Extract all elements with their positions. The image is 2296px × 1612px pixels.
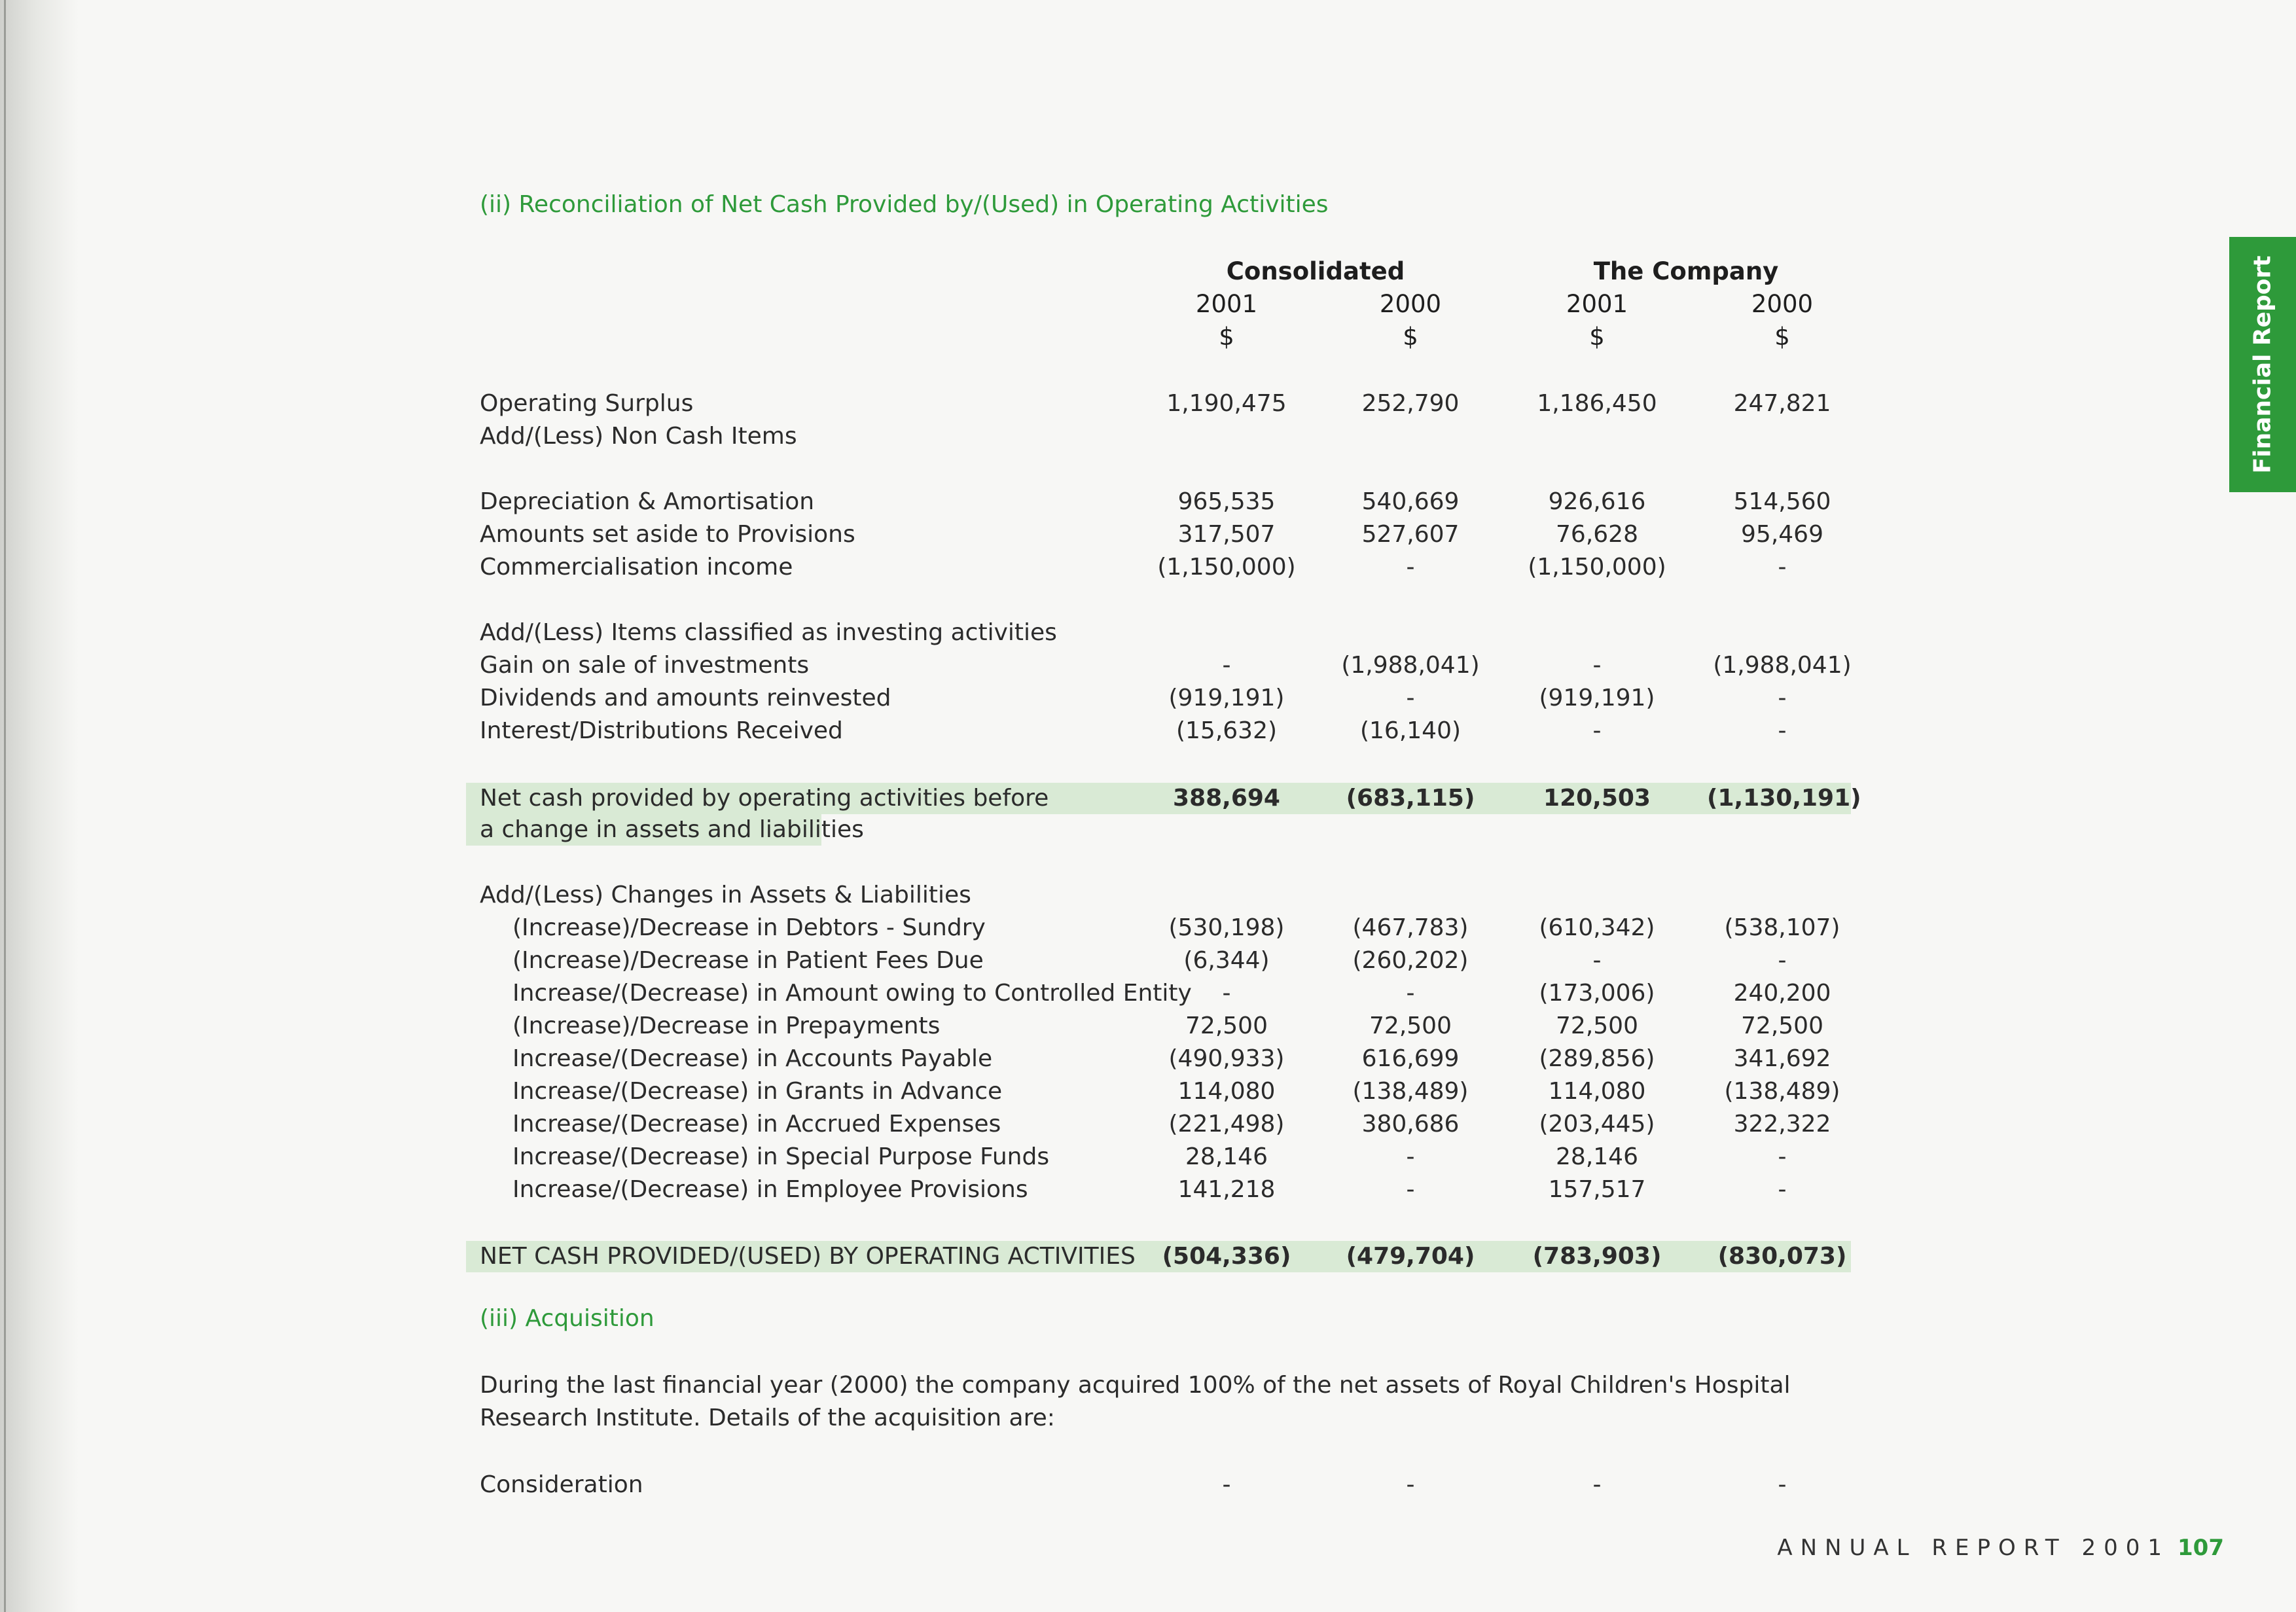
table-row-commercialisation bbox=[466, 551, 1851, 584]
value-company-2000: 514,560 bbox=[1733, 488, 1831, 515]
row-label: Amounts set aside to Provisions bbox=[480, 521, 855, 548]
value-consolidated-2000: (479,704) bbox=[1346, 1243, 1475, 1270]
value-consolidated-2001: (221,498) bbox=[1168, 1111, 1285, 1137]
value-company-2001: 157,517 bbox=[1548, 1176, 1646, 1203]
value-consolidated-2001: 317,507 bbox=[1177, 521, 1276, 548]
value-company-2001: 114,080 bbox=[1548, 1078, 1646, 1105]
header-year-c2: 2000 bbox=[1379, 290, 1442, 318]
value-consolidated-2000: (683,115) bbox=[1346, 785, 1475, 812]
value-company-2000: (830,073) bbox=[1717, 1243, 1847, 1270]
section-iii-title: (iii) Acquisition bbox=[480, 1305, 655, 1332]
value-consolidated-2001: 388,694 bbox=[1173, 785, 1280, 812]
value-consolidated-2001: 1,190,475 bbox=[1166, 390, 1287, 417]
table-row-special-purpose-funds bbox=[466, 1141, 1851, 1173]
value-consolidated-2000: - bbox=[1406, 1471, 1415, 1498]
financial-report-tab bbox=[2229, 237, 2296, 492]
row-label: Increase/(Decrease) in Accounts Payable bbox=[512, 1045, 993, 1072]
value-consolidated-2000: - bbox=[1406, 1176, 1415, 1203]
value-company-2000: (538,107) bbox=[1724, 914, 1840, 941]
page-footer bbox=[1777, 1535, 2224, 1561]
header-currency-c4: $ bbox=[1774, 323, 1790, 351]
table-row-dividends bbox=[466, 682, 1851, 715]
value-company-2001: - bbox=[1592, 947, 1602, 974]
value-company-2000: - bbox=[1778, 717, 1787, 744]
value-consolidated-2000: 252,790 bbox=[1361, 390, 1460, 417]
row-label: Interest/Distributions Received bbox=[480, 717, 843, 744]
value-consolidated-2000: - bbox=[1406, 1143, 1415, 1170]
row-label: (Increase)/Decrease in Prepayments bbox=[512, 1012, 941, 1039]
value-company-2001: (610,342) bbox=[1539, 914, 1655, 941]
table-row-accounts-payable bbox=[466, 1043, 1851, 1075]
row-label: Increase/(Decrease) in Employee Provisions bbox=[512, 1176, 1028, 1203]
value-company-2001: 120,503 bbox=[1543, 785, 1651, 812]
value-consolidated-2000: 380,686 bbox=[1361, 1111, 1460, 1137]
value-consolidated-2001: 114,080 bbox=[1177, 1078, 1276, 1105]
row-label: Increase/(Decrease) in Accrued Expenses bbox=[512, 1111, 1001, 1137]
row-label: (Increase)/Decrease in Debtors - Sundry bbox=[512, 914, 986, 941]
value-company-2000: (1,130,191) bbox=[1707, 785, 1861, 812]
row-label: Increase/(Decrease) in Amount owing to Controlled Entity bbox=[512, 980, 1192, 1007]
value-consolidated-2001: - bbox=[1222, 980, 1231, 1007]
table-row-consideration bbox=[466, 1469, 1851, 1501]
value-company-2000: 247,821 bbox=[1733, 390, 1831, 417]
row-label: Dividends and amounts reinvested bbox=[480, 685, 891, 711]
value-consolidated-2000: - bbox=[1406, 685, 1415, 711]
header-year-c4: 2000 bbox=[1751, 290, 1814, 318]
row-label: Consideration bbox=[480, 1471, 643, 1498]
table-row-changes-heading bbox=[466, 879, 1851, 912]
value-company-2001: 926,616 bbox=[1548, 488, 1646, 515]
value-consolidated-2001: 965,535 bbox=[1177, 488, 1276, 515]
header-currency-c2: $ bbox=[1403, 323, 1418, 351]
header-currency-c1: $ bbox=[1219, 323, 1234, 351]
table-row-employee-provisions bbox=[466, 1173, 1851, 1206]
value-consolidated-2001: (490,933) bbox=[1168, 1045, 1285, 1072]
table-row-controlled-entity bbox=[466, 977, 1851, 1010]
table-row-operating-surplus bbox=[466, 387, 1851, 420]
value-consolidated-2000: (138,489) bbox=[1352, 1078, 1469, 1105]
value-consolidated-2000: 540,669 bbox=[1361, 488, 1460, 515]
value-consolidated-2001: 28,146 bbox=[1185, 1143, 1268, 1170]
page-gutter-shadow bbox=[0, 0, 79, 1612]
value-consolidated-2000: - bbox=[1406, 554, 1415, 581]
table-row-net-before-changes bbox=[466, 782, 1861, 815]
value-company-2000: - bbox=[1778, 947, 1787, 974]
value-company-2000: (1,988,041) bbox=[1713, 652, 1852, 679]
row-label: Increase/(Decrease) in Special Purpose Funds bbox=[512, 1143, 1050, 1170]
footer-label: ANNUAL REPORT 2001 bbox=[1777, 1535, 2170, 1561]
value-consolidated-2001: 141,218 bbox=[1177, 1176, 1276, 1203]
value-consolidated-2001: - bbox=[1222, 1471, 1231, 1498]
table-row-gain-on-sale bbox=[466, 649, 1851, 682]
row-label: (Increase)/Decrease in Patient Fees Due bbox=[512, 947, 984, 974]
value-company-2000: - bbox=[1778, 554, 1787, 581]
row-label-continuation: a change in assets and liabilities bbox=[480, 816, 864, 843]
value-company-2001: (203,445) bbox=[1539, 1111, 1655, 1137]
value-company-2000: 95,469 bbox=[1741, 521, 1823, 548]
row-label: Increase/(Decrease) in Grants in Advance bbox=[512, 1078, 1003, 1105]
value-company-2000: 72,500 bbox=[1741, 1012, 1823, 1039]
value-consolidated-2000: (1,988,041) bbox=[1341, 652, 1480, 679]
value-consolidated-2001: (504,336) bbox=[1162, 1243, 1291, 1270]
value-company-2000: - bbox=[1778, 1143, 1787, 1170]
section-ii-title: (ii) Reconciliation of Net Cash Provided by/(Used) in Operating Activities bbox=[480, 191, 1329, 218]
table-row-interest bbox=[466, 715, 1851, 747]
value-company-2001: - bbox=[1592, 1471, 1602, 1498]
value-consolidated-2000: (260,202) bbox=[1352, 947, 1469, 974]
row-label: NET CASH PROVIDED/(USED) BY OPERATING ACTIVITIES bbox=[480, 1243, 1136, 1270]
value-consolidated-2001: - bbox=[1222, 652, 1231, 679]
row-label: Operating Surplus bbox=[480, 390, 694, 417]
value-company-2001: (783,903) bbox=[1532, 1243, 1662, 1270]
table-row-accrued-expenses bbox=[466, 1108, 1851, 1141]
row-label: Add/(Less) Non Cash Items bbox=[480, 423, 797, 450]
table-row-patient-fees bbox=[466, 944, 1851, 977]
row-label: Gain on sale of investments bbox=[480, 652, 810, 679]
header-currency-c3: $ bbox=[1589, 323, 1605, 351]
value-consolidated-2001: (1,150,000) bbox=[1157, 554, 1296, 581]
acquisition-paragraph: During the last financial year (2000) the company acquired 100% of the net assets of Royal Children's Hospital Research Institute. Details of the acquisition are: bbox=[480, 1372, 1791, 1431]
table-row-net-before-changes-cont bbox=[466, 814, 1851, 846]
table-row-debtors bbox=[466, 912, 1851, 944]
table-row-investing-heading bbox=[466, 617, 1851, 649]
value-company-2000: 322,322 bbox=[1733, 1111, 1831, 1137]
value-company-2001: - bbox=[1592, 717, 1602, 744]
value-company-2000: 240,200 bbox=[1733, 980, 1831, 1007]
row-label: Commercialisation income bbox=[480, 554, 793, 581]
table-row-grants bbox=[466, 1075, 1851, 1108]
value-company-2001: - bbox=[1592, 652, 1602, 679]
value-consolidated-2001: 72,500 bbox=[1185, 1012, 1268, 1039]
row-label: Add/(Less) Items classified as investing activities bbox=[480, 619, 1057, 646]
value-company-2001: (289,856) bbox=[1539, 1045, 1655, 1072]
value-company-2000: 341,692 bbox=[1733, 1045, 1831, 1072]
table-row-provisions bbox=[466, 518, 1851, 551]
value-company-2001: 28,146 bbox=[1556, 1143, 1638, 1170]
row-label: Depreciation & Amortisation bbox=[480, 488, 815, 515]
value-consolidated-2000: - bbox=[1406, 980, 1415, 1007]
value-consolidated-2000: (16,140) bbox=[1359, 717, 1462, 744]
table-row-prepayments bbox=[466, 1010, 1851, 1043]
table-row-non-cash-heading bbox=[466, 420, 1851, 453]
header-the-company: The Company bbox=[1593, 257, 1779, 285]
value-consolidated-2000: 527,607 bbox=[1361, 521, 1460, 548]
value-company-2001: 1,186,450 bbox=[1537, 390, 1657, 417]
value-consolidated-2000: 72,500 bbox=[1369, 1012, 1452, 1039]
value-company-2000: (138,489) bbox=[1724, 1078, 1840, 1105]
value-consolidated-2000: 616,699 bbox=[1361, 1045, 1460, 1072]
row-label: Add/(Less) Changes in Assets & Liabilities bbox=[480, 882, 971, 908]
table-row-depreciation bbox=[466, 486, 1851, 518]
value-consolidated-2001: (530,198) bbox=[1168, 914, 1285, 941]
header-year-c3: 2001 bbox=[1566, 290, 1628, 318]
value-company-2001: (1,150,000) bbox=[1528, 554, 1666, 581]
value-company-2001: (173,006) bbox=[1539, 980, 1655, 1007]
value-consolidated-2001: (15,632) bbox=[1175, 717, 1278, 744]
value-company-2000: - bbox=[1778, 1176, 1787, 1203]
table-row-net-cash-total bbox=[466, 1240, 1851, 1273]
value-consolidated-2001: (919,191) bbox=[1168, 685, 1285, 711]
value-company-2001: 76,628 bbox=[1556, 521, 1638, 548]
value-company-2000: - bbox=[1778, 1471, 1787, 1498]
side-tab-label: Financial Report bbox=[2249, 255, 2276, 474]
value-company-2001: 72,500 bbox=[1556, 1012, 1638, 1039]
page-number: 107 bbox=[2178, 1535, 2224, 1561]
value-company-2000: - bbox=[1778, 685, 1787, 711]
value-consolidated-2000: (467,783) bbox=[1352, 914, 1469, 941]
value-consolidated-2001: (6,344) bbox=[1183, 947, 1270, 974]
row-label: Net cash provided by operating activities before bbox=[480, 785, 1049, 812]
header-consolidated: Consolidated bbox=[1226, 257, 1405, 285]
header-year-c1: 2001 bbox=[1195, 290, 1258, 318]
value-company-2001: (919,191) bbox=[1539, 685, 1655, 711]
